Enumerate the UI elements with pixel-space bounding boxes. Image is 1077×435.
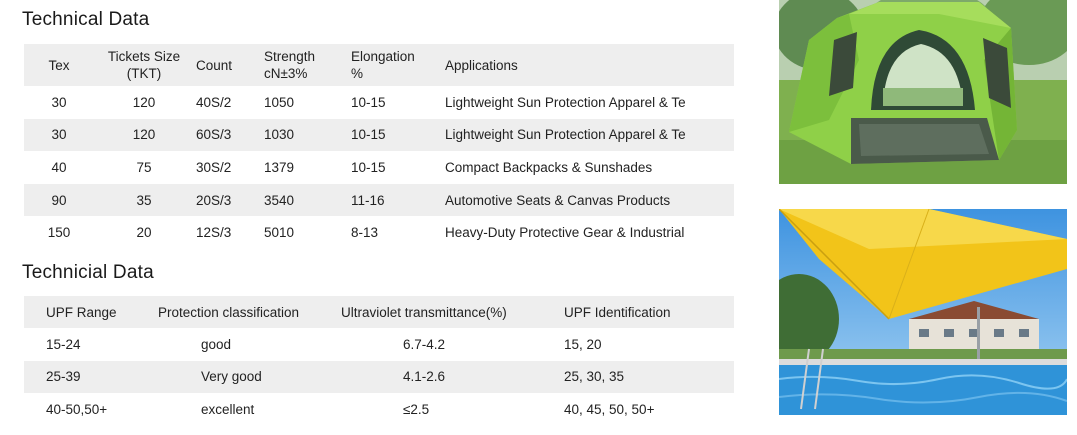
table-row	[24, 86, 734, 119]
cell-count: 60S/3	[196, 127, 232, 143]
technical-data-title: Technical Data	[22, 9, 150, 30]
cell-ticket-size: 120	[132, 94, 156, 110]
table-row	[24, 216, 734, 249]
col-header-count: Count	[196, 57, 233, 73]
technicial-data-title: Technicial Data	[22, 262, 154, 283]
cell-elongation: 8-13	[351, 225, 379, 241]
table-row	[24, 393, 734, 426]
cell-uv-transmittance: 4.1-2.6	[403, 369, 446, 385]
cell-application: Automotive Seats & Canvas Products	[445, 192, 671, 208]
col-header-upf-identification: UPF Identification	[564, 304, 671, 320]
cell-elongation: 10-15	[351, 159, 386, 175]
cell-tex: 150	[47, 225, 71, 241]
cell-count: 40S/2	[196, 94, 232, 110]
col-header-applications: Applications	[445, 57, 518, 73]
table-row	[24, 151, 734, 184]
cell-protection: Very good	[201, 369, 262, 385]
col-header-uv-transmittance: Ultraviolet transmittance(%)	[341, 304, 507, 320]
table-row	[24, 119, 734, 152]
cell-count: 30S/2	[196, 159, 232, 175]
tent-photo	[779, 0, 1067, 184]
upf-table	[24, 296, 734, 426]
cell-upf-identification: 15, 20	[564, 336, 602, 352]
table-header-row	[24, 296, 734, 328]
cell-elongation: 10-15	[351, 94, 386, 110]
cell-strength: 1050	[264, 94, 295, 110]
col-header-elongation: Elongation %	[351, 49, 415, 81]
cell-upf-range: 25-39	[46, 369, 81, 385]
cell-strength: 3540	[264, 192, 295, 208]
col-header-tex: Tex	[48, 57, 70, 73]
cell-application: Compact Backpacks & Sunshades	[445, 159, 653, 175]
cell-uv-transmittance: ≤2.5	[403, 401, 430, 417]
cell-protection: good	[201, 336, 232, 352]
cell-ticket-size: 120	[132, 127, 156, 143]
cell-tex: 30	[51, 94, 67, 110]
cell-count: 20S/3	[196, 192, 232, 208]
cell-upf-identification: 40, 45, 50, 50+	[564, 401, 655, 417]
cell-upf-identification: 25, 30, 35	[564, 369, 625, 385]
cell-tex: 30	[51, 127, 67, 143]
cell-upf-range: 40-50,50+	[46, 401, 108, 417]
cell-tex: 40	[51, 159, 67, 175]
cell-strength: 1379	[264, 159, 295, 175]
cell-tex: 90	[51, 192, 67, 208]
col-header-strength: Strength cN±3%	[264, 49, 316, 81]
col-header-protection: Protection classification	[158, 304, 300, 320]
col-header-upf-range: UPF Range	[46, 304, 117, 320]
cell-count: 12S/3	[196, 225, 232, 241]
cell-protection: excellent	[201, 401, 255, 417]
cell-ticket-size: 20	[136, 225, 152, 241]
cell-ticket-size: 35	[136, 192, 152, 208]
cell-application: Heavy-Duty Protective Gear & Industrial	[445, 225, 685, 241]
cell-application: Lightweight Sun Protection Apparel & Te	[445, 94, 686, 110]
table-row	[24, 328, 734, 361]
cell-uv-transmittance: 6.7-4.2	[403, 336, 446, 352]
cell-application: Lightweight Sun Protection Apparel & Te	[445, 127, 686, 143]
cell-upf-range: 15-24	[46, 336, 81, 352]
shade-sail-photo	[779, 209, 1067, 415]
col-header-ticket-size: Tickets Size (TKT)	[107, 49, 181, 81]
cell-ticket-size: 75	[136, 159, 152, 175]
technical-data-table	[24, 44, 734, 249]
cell-strength: 1030	[264, 127, 295, 143]
cell-elongation: 11-16	[351, 192, 385, 208]
table-row	[24, 361, 734, 394]
table-header-row	[24, 44, 734, 86]
cell-elongation: 10-15	[351, 127, 386, 143]
table-row	[24, 184, 734, 217]
cell-strength: 5010	[264, 225, 295, 241]
